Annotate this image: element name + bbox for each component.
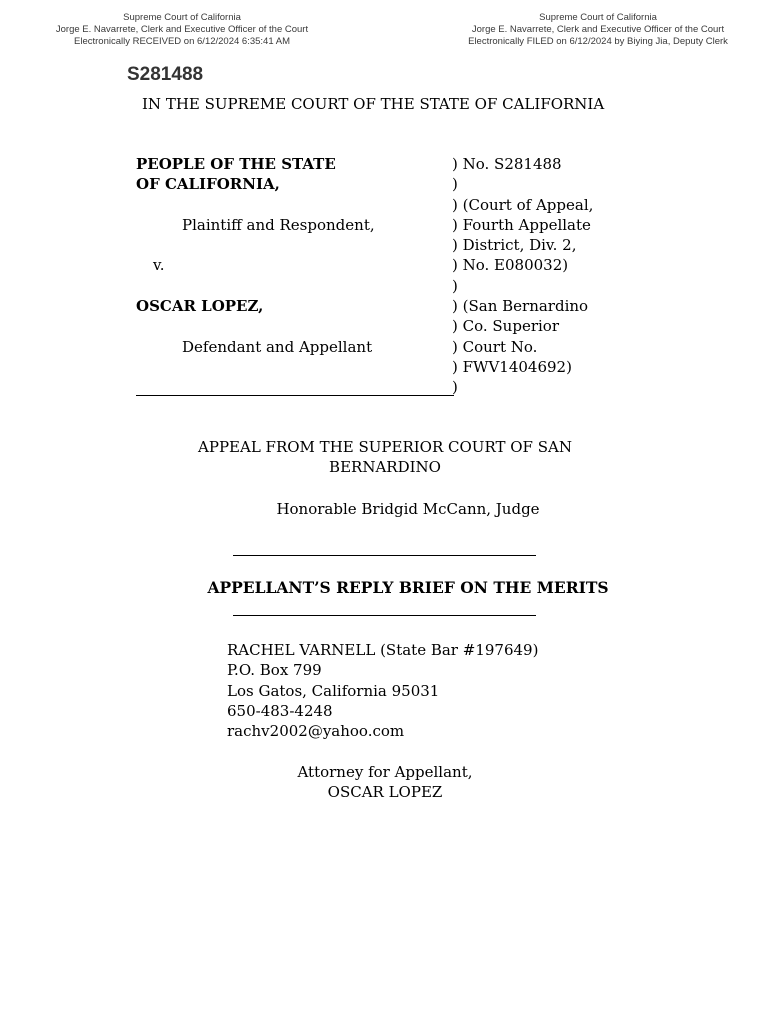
caption-underline <box>136 395 454 396</box>
divider <box>233 615 536 616</box>
case-info-line: ) Court No. <box>452 337 538 356</box>
party-role: Defendant and Appellant <box>182 337 373 356</box>
party-line <box>136 235 456 255</box>
case-info-line: ) (Court of Appeal, <box>452 195 594 214</box>
attorney-city: Los Gatos, California 95031 <box>227 681 440 700</box>
case-info-line: ) (San Bernardino <box>452 297 589 316</box>
case-info-line: ) Co. Superior <box>452 317 559 336</box>
party-line <box>136 276 456 296</box>
case-number-heading: S281488 <box>127 64 204 85</box>
case-info-line: ) District, Div. 2, <box>452 236 577 255</box>
party-line: PEOPLE OF THE STATE <box>136 155 336 173</box>
party-line: OF CALIFORNIA, <box>136 175 280 194</box>
attorney-block <box>227 640 538 741</box>
attorney-for-client: OSCAR LOPEZ <box>327 783 443 801</box>
stamp-line: Electronically FILED on 6/12/2024 by Biying Jia, Deputy Clerk <box>468 36 728 47</box>
attorney-email: rachv2002@yahoo.com <box>227 722 405 741</box>
brief-title: APPELLANT’S REPLY BRIEF ON THE MERITS <box>207 578 609 597</box>
attorney-for <box>0 762 770 802</box>
case-info-line: ) <box>452 378 458 397</box>
caption-parties <box>136 154 456 357</box>
attorney-phone: 650-483-4248 <box>227 701 333 720</box>
case-info-line: ) FWV1404692) <box>452 357 572 376</box>
attorney-for-line: Attorney for Appellant, <box>297 763 473 781</box>
stamp-line: Supreme Court of California <box>539 12 657 23</box>
filed-stamp <box>438 12 758 48</box>
party-role: Plaintiff and Respondent, <box>182 215 375 234</box>
appeal-from <box>0 437 770 477</box>
judge-name: Honorable Bridgid McCann, Judge <box>276 500 540 518</box>
court-title: IN THE SUPREME COURT OF THE STATE OF CALIFORNIA <box>142 95 605 113</box>
party-line <box>136 316 456 336</box>
versus: v. <box>153 256 165 275</box>
appeal-from-line: BERNARDINO <box>329 458 441 476</box>
attorney-name: RACHEL VARNELL (State Bar #197649) <box>227 641 539 659</box>
party-line <box>136 195 456 215</box>
divider <box>233 555 536 556</box>
appeal-from-line: APPEAL FROM THE SUPERIOR COURT OF SAN <box>198 438 572 456</box>
attorney-address: P.O. Box 799 <box>227 661 322 680</box>
stamp-line: Jorge E. Navarrete, Clerk and Executive Officer of the Court <box>55 24 309 35</box>
case-info-line: ) <box>452 175 458 194</box>
case-info-line: ) No. E080032) <box>452 256 569 275</box>
received-stamp <box>22 12 342 48</box>
case-info-line: ) No. S281488 <box>452 155 562 173</box>
stamp-line: Supreme Court of California <box>123 12 241 23</box>
stamp-line: Jorge E. Navarrete, Clerk and Executive Officer of the Court <box>471 24 725 35</box>
stamp-line: Electronically RECEIVED on 6/12/2024 6:35:41 AM <box>74 36 290 47</box>
case-info-line: ) Fourth Appellate <box>452 215 591 234</box>
caption-case-info <box>452 154 712 398</box>
party-line: OSCAR LOPEZ, <box>136 297 264 316</box>
case-info-line: ) <box>452 276 458 295</box>
